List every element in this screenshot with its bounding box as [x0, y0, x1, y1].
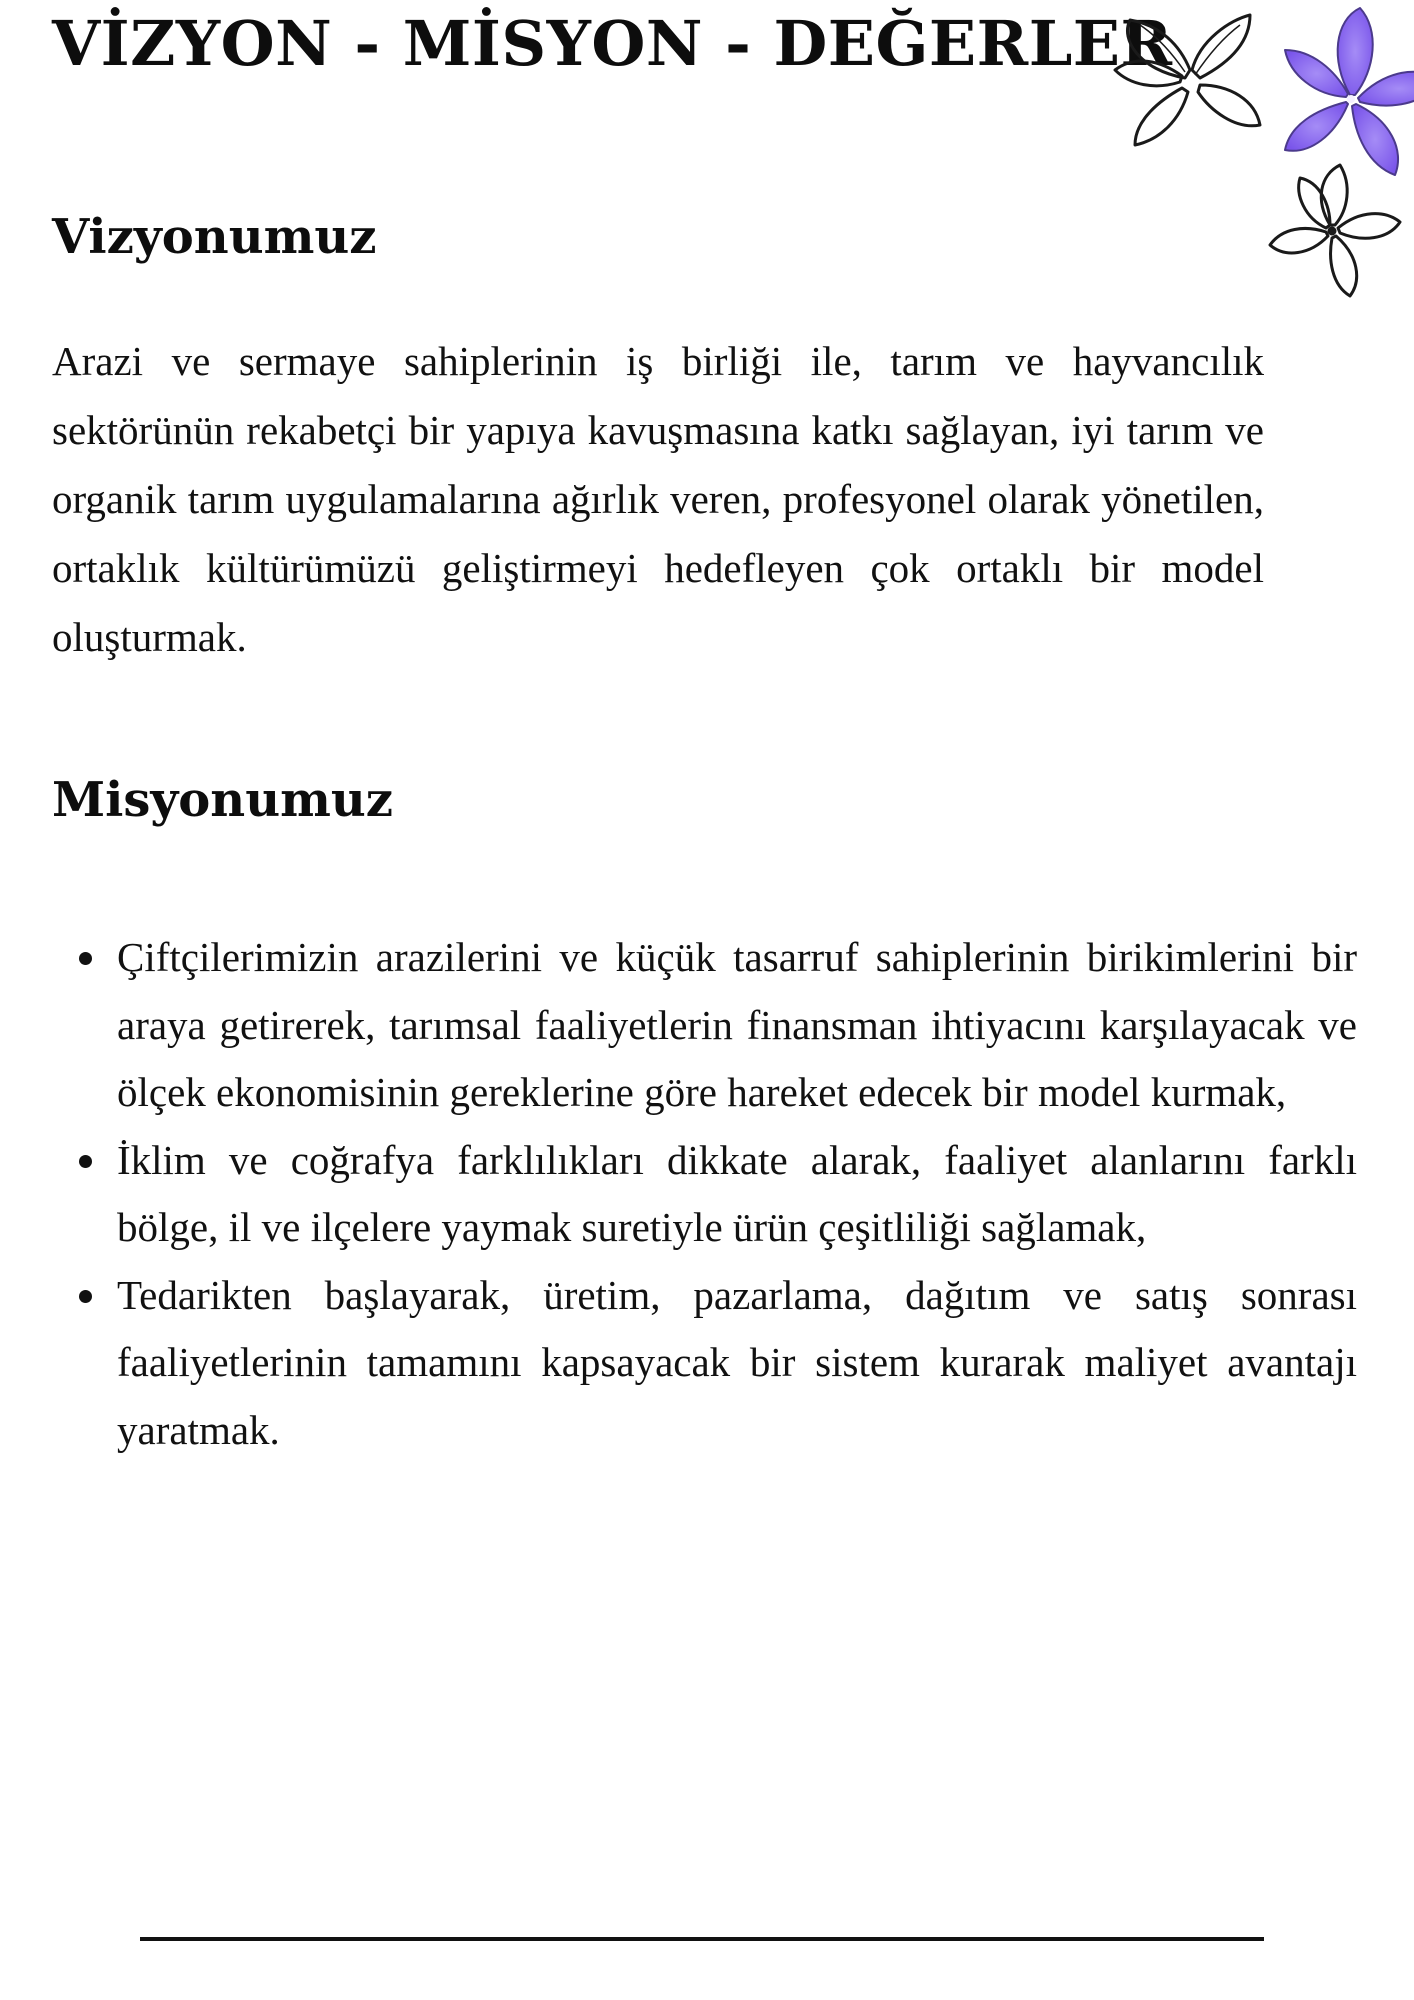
list-item-text: Çiftçilerimizin arazilerini ve küçük tasarruf sahiplerinin birikimlerini bir araya getirerek, tarımsal faaliyetlerin finansman ihtiyacını karşılayacak ve ölçek ekonomisinin gereklerine göre hareket edecek bir model kurmak, — [117, 934, 1357, 1115]
flower-decoration — [1100, 0, 1414, 300]
footer-divider — [140, 1937, 1264, 1941]
list-item — [117, 1262, 1357, 1465]
mission-list — [52, 924, 1357, 1464]
list-item-text: İklim ve coğrafya farklılıkları dikkate alarak, faaliyet alanlarını farklı bölge, il ve ilçelere yaymak suretiyle ürün çeşitliliği sağlamak, — [117, 1136, 1357, 1250]
bullet-icon — [79, 952, 92, 965]
bullet-icon — [79, 1290, 92, 1303]
mission-heading: Misyonumuz — [52, 772, 394, 828]
vision-heading: Vizyonumuz — [52, 209, 377, 265]
bullet-icon — [79, 1155, 92, 1168]
list-item — [117, 924, 1357, 1127]
list-item — [117, 1127, 1357, 1262]
purple-flower-icon — [1285, 8, 1414, 175]
outline-flower-icon — [1115, 15, 1260, 145]
vision-paragraph: Arazi ve sermaye sahiplerinin iş birliği ile, tarım ve hayvancılık sektörünün rekabetçi bir yapıya kavuşmasına katkı sağlayan, iyi tarım ve organik tarım uygulamalarına ağırlık veren, profesyonel olarak yönetilen, ortaklık kültürümüzü geliştirmeyi hedefleyen çok ortaklı bir model oluşturmak. — [52, 338, 1264, 660]
page-title: VİZYON - MİSYON - DEĞERLER — [52, 7, 1173, 80]
list-item-text: Tedarikten başlayarak, üretim, pazarlama, dağıtım ve satış sonrası faaliyetlerinin tamamını kapsayacak bir sistem kurarak maliyet avantajı yaratmak. — [117, 1271, 1357, 1453]
outline-flower-small-icon — [1270, 165, 1400, 296]
